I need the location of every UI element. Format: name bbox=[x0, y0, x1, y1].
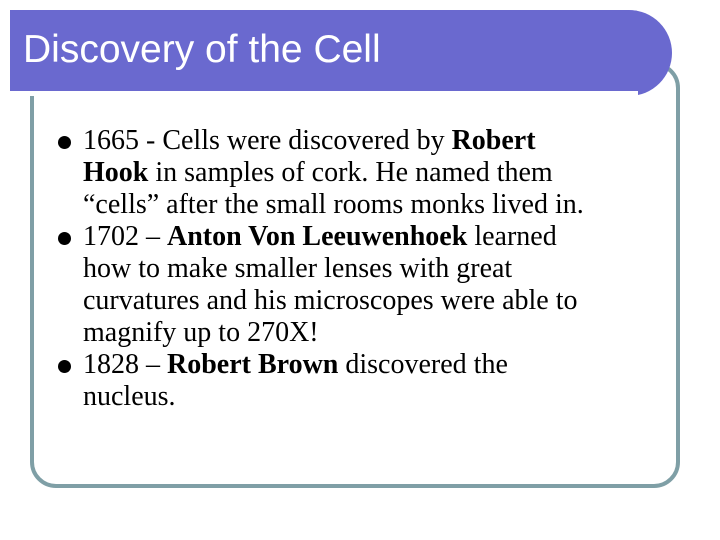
bullet-item-1665 bbox=[0, 125, 668, 221]
slide-title: Discovery of the Cell bbox=[23, 28, 381, 71]
bullet-dot-icon bbox=[58, 360, 71, 373]
bullet-dot-icon bbox=[58, 232, 71, 245]
bullet-line: magnify up to 270X! bbox=[83, 317, 319, 348]
bullet-line: curvatures and his microscopes were able to bbox=[83, 285, 578, 316]
bullet-line: 1665 - Cells were discovered by Robert bbox=[83, 125, 536, 156]
bullet-dot-icon bbox=[58, 136, 71, 149]
bullet-line: how to make smaller lenses with great bbox=[83, 253, 513, 284]
bullet-line: 1828 – Robert Brown discovered the bbox=[83, 349, 508, 380]
bullet-item-1702 bbox=[0, 221, 668, 349]
bullet-line: 1702 – Anton Von Leeuwenhoek learned bbox=[83, 221, 557, 252]
bullet-list bbox=[0, 125, 720, 413]
bullet-line: “cells” after the small rooms monks lived in. bbox=[83, 189, 584, 220]
bullet-line: Hook in samples of cork. He named them bbox=[83, 157, 553, 188]
title-underline bbox=[10, 91, 638, 96]
bullet-item-1828 bbox=[0, 349, 668, 413]
bullet-line: nucleus. bbox=[83, 381, 176, 412]
